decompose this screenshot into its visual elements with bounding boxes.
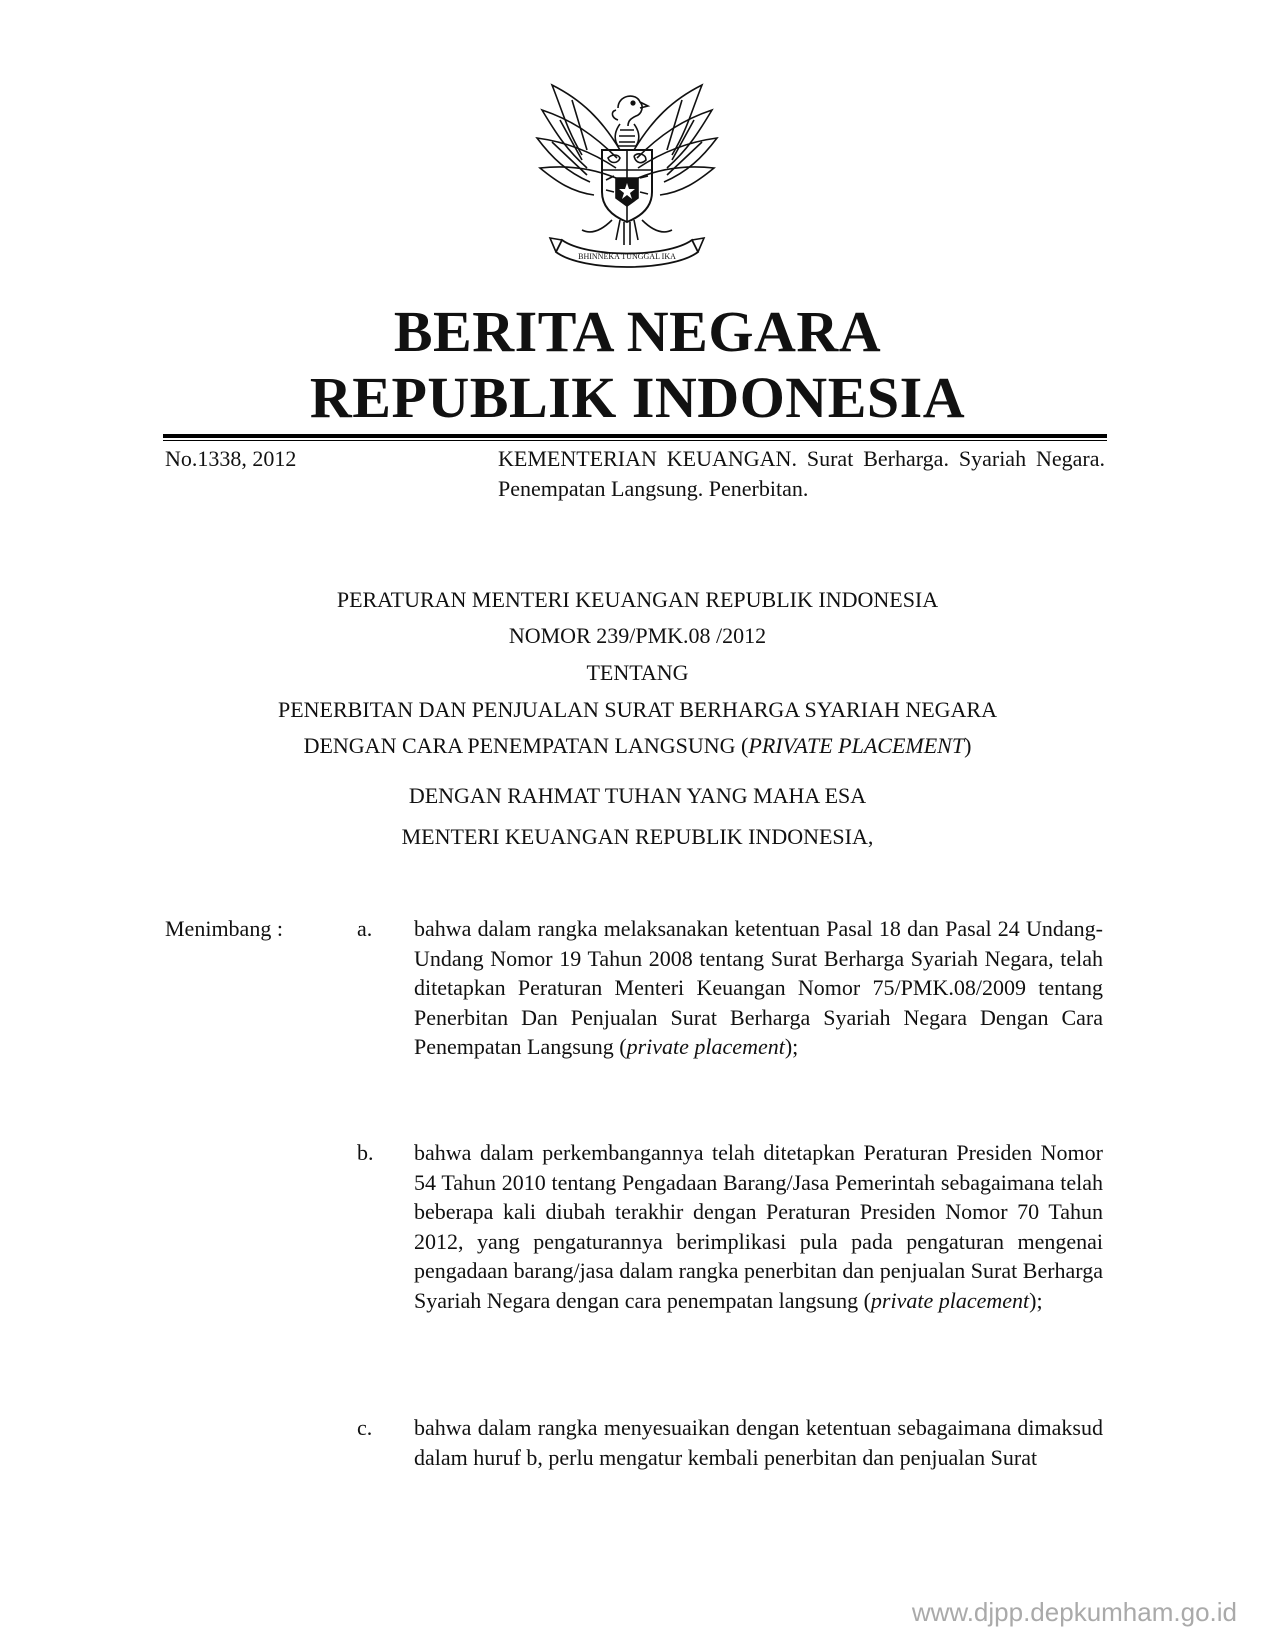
considering-item-c: bahwa dalam rangka menyesuaikan dengan ketentuan sebagaimana dimaksud dalam huruf b, perlu mengatur kembali penerbitan dan penjualan Surat [414,1415,1103,1470]
watermark-url: www.djpp.depkumham.go.id [911,1597,1237,1627]
considering-item-letter: a. [357,916,373,941]
invocation: DENGAN RAHMAT TUHAN YANG MAHA ESA [408,783,867,808]
issue-subject: KEMENTERIAN KEUANGAN. Surat Berharga. Syariah Negara. Penempatan Langsung. Penerbitan. [498,446,1105,501]
regulation-subject-line2: DENGAN CARA PENEMPATAN LANGSUNG (PRIVATE PLACEMENT) [303,733,972,758]
considering-item-letter: b. [357,1140,374,1165]
issue-number: No.1338, 2012 [165,446,297,471]
regulation-subject-line1: PENERBITAN DAN PENJUALAN SURAT BERHARGA SYARIAH NEGARA [278,697,997,722]
considering-item-b: bahwa dalam perkembangannya telah ditetapkan Peraturan Presiden Nomor 54 Tahun 2010 tentang Pengadaan Barang/Jasa Pemerintah sebagaimana telah beberapa kali diubah terakhir dengan Peraturan Presiden Nomor 70 Tahun 2012, yang pengaturannya berimplikasi pula pada pengaturan mengenai pengadaan barang/jasa dalam rangka penerbitan dan penjualan Surat Berharga Syariah Negara dengan cara penempatan langsung (private placement); [414,1140,1103,1313]
regulation-about: TENTANG [586,660,689,685]
masthead-subtitle: REPUBLIK INDONESIA [309,365,966,430]
masthead-title: BERITA NEGARA [393,299,882,364]
regulation-number: NOMOR 239/PMK.08 /2012 [508,623,767,648]
masthead-rule-thick [163,434,1107,438]
regulation-title: PERATURAN MENTERI KEUANGAN REPUBLIK INDONESIA [336,587,939,612]
considering-item-letter: c. [357,1415,373,1440]
masthead-rule-thin [163,440,1107,441]
issuing-authority: MENTERI KEUANGAN REPUBLIK INDONESIA, [401,824,874,849]
emblem-motto: BHINNEKA TUNGGAL IKA [578,252,676,261]
considering-item-a: bahwa dalam rangka melaksanakan ketentuan Pasal 18 dan Pasal 24 Undang-Undang Nomor 19 Tahun 2008 tentang Surat Berharga Syariah Negara, telah ditetapkan Peraturan Menteri Keuangan Nomor 75/PMK.08/2009 tentang Penerbitan Dan Penjualan Surat Berharga Syariah Negara Dengan Cara Penempatan Langsung (private placement); [414,916,1103,1059]
garuda-emblem-icon [532,80,722,275]
considering-label: Menimbang : [165,916,283,941]
